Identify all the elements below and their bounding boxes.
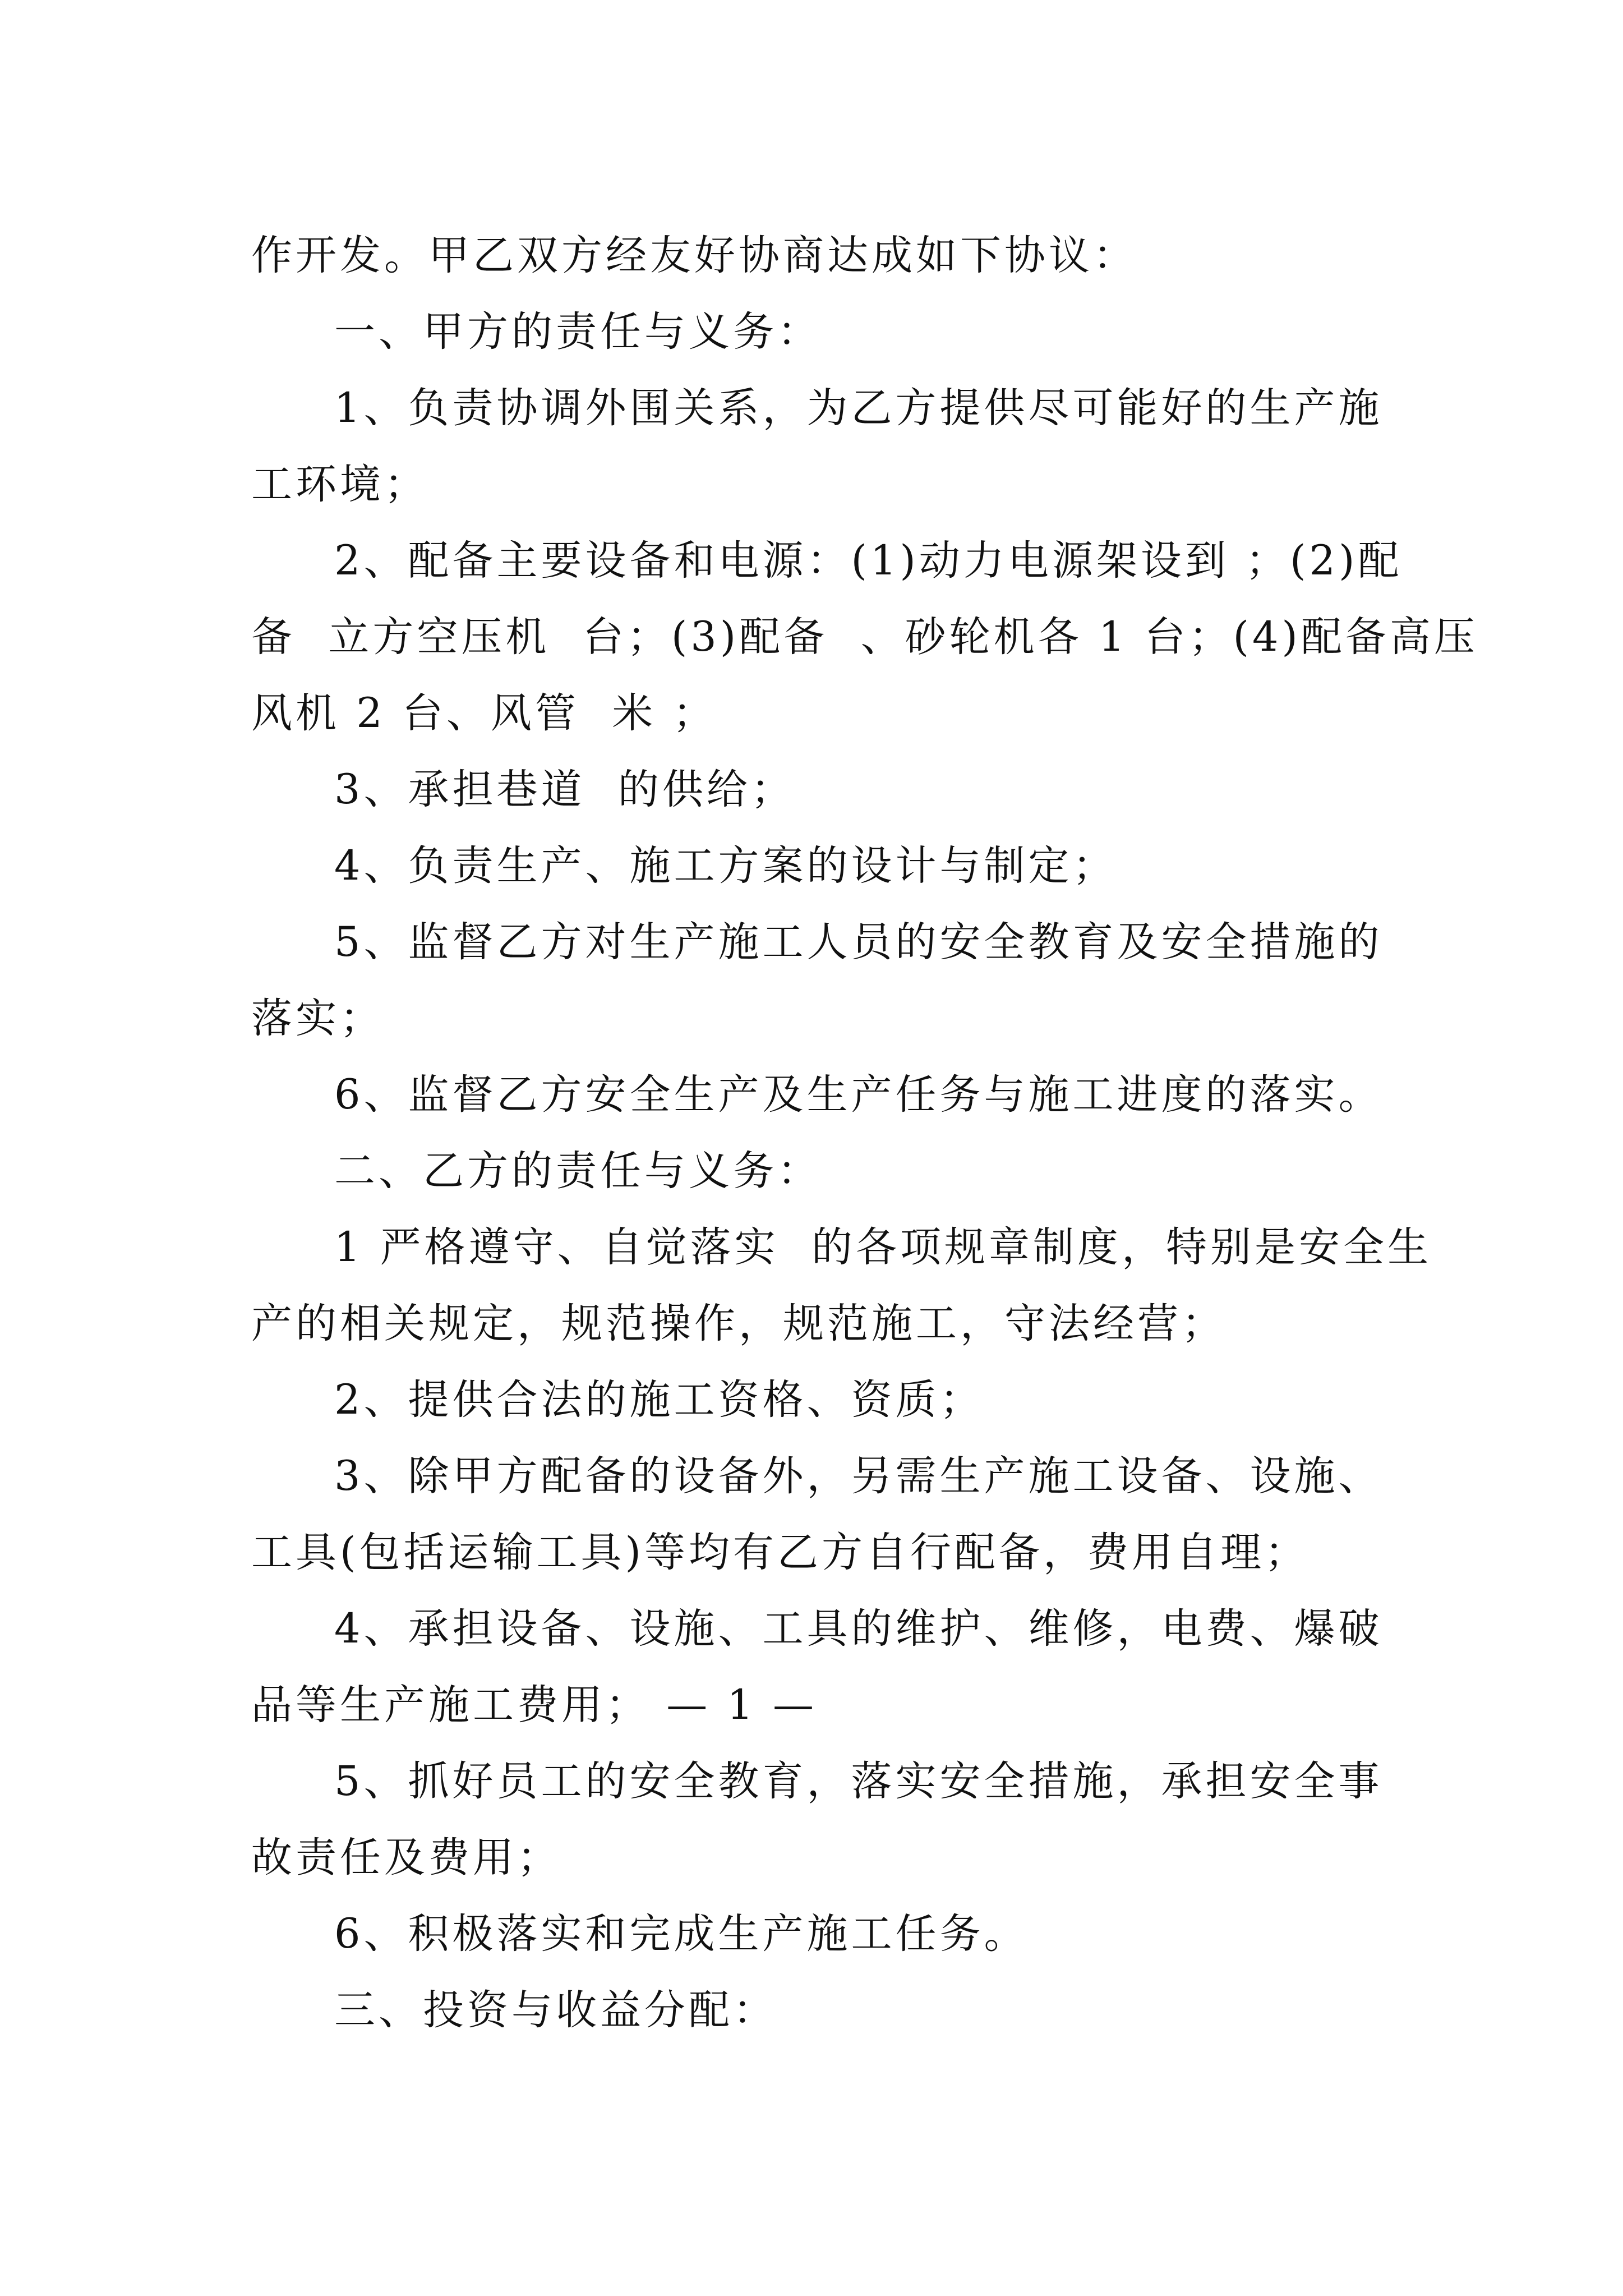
body-line: 4、承担设备、设施、工具的维护、维修，电费、爆破 (334, 1605, 1383, 1653)
body-line: 1 严格遵守、自觉落实 的各项规章制度，特别是安全生 (334, 1223, 1432, 1271)
body-line-with-page-number: 品等生产施工费用； — 1 — (251, 1681, 818, 1729)
body-line: 落实； (251, 995, 384, 1042)
document-body (251, 218, 1478, 2049)
body-line: 5、监督乙方对生产施工人员的安全教育及安全措施的 (334, 918, 1383, 966)
body-line: 1、负责协调外围关系，为乙方提供尽可能好的生产施 (334, 384, 1383, 432)
section-heading-investment: 三、投资与收益分配： (334, 1986, 777, 2034)
section-heading-party-b: 二、乙方的责任与义务： (334, 1147, 822, 1195)
body-line: 2、配备主要设备和电源：(1)动力电源架设到 ；(2)配 (334, 537, 1403, 585)
body-line: 6、监督乙方安全生产及生产任务与施工进度的落实。 (334, 1071, 1383, 1119)
body-line: 3、承担巷道 的供给； (334, 766, 795, 813)
body-line: 2、提供合法的施工资格、资质； (334, 1376, 984, 1424)
body-line: 6、积极落实和完成生产施工任务。 (334, 1910, 1029, 1958)
body-line: 工具(包括运输工具)等均有乙方自行配备，费用自理； (251, 1529, 1309, 1576)
body-line: 4、负责生产、施工方案的设计与制定； (334, 842, 1117, 890)
body-line: 备 立方空压机 台；(3)配备 、砂轮机各 1 台；(4)配备高压 (251, 613, 1478, 661)
section-heading-party-a: 一、甲方的责任与义务： (334, 308, 822, 356)
body-line: 风机 2 台、风管 米 ； (251, 689, 717, 737)
body-line: 产的相关规定，规范操作，规范施工，守法经营； (251, 1300, 1226, 1347)
body-line: 3、除甲方配备的设备外，另需生产施工设备、设施、 (334, 1452, 1383, 1500)
body-line: 工环境； (251, 461, 428, 508)
body-line: 作开发。甲乙双方经友好协商达成如下协议： (251, 232, 1137, 279)
body-line: 故责任及费用； (251, 1834, 561, 1881)
body-line: 5、抓好员工的安全教育，落实安全措施，承担安全事 (334, 1757, 1383, 1805)
